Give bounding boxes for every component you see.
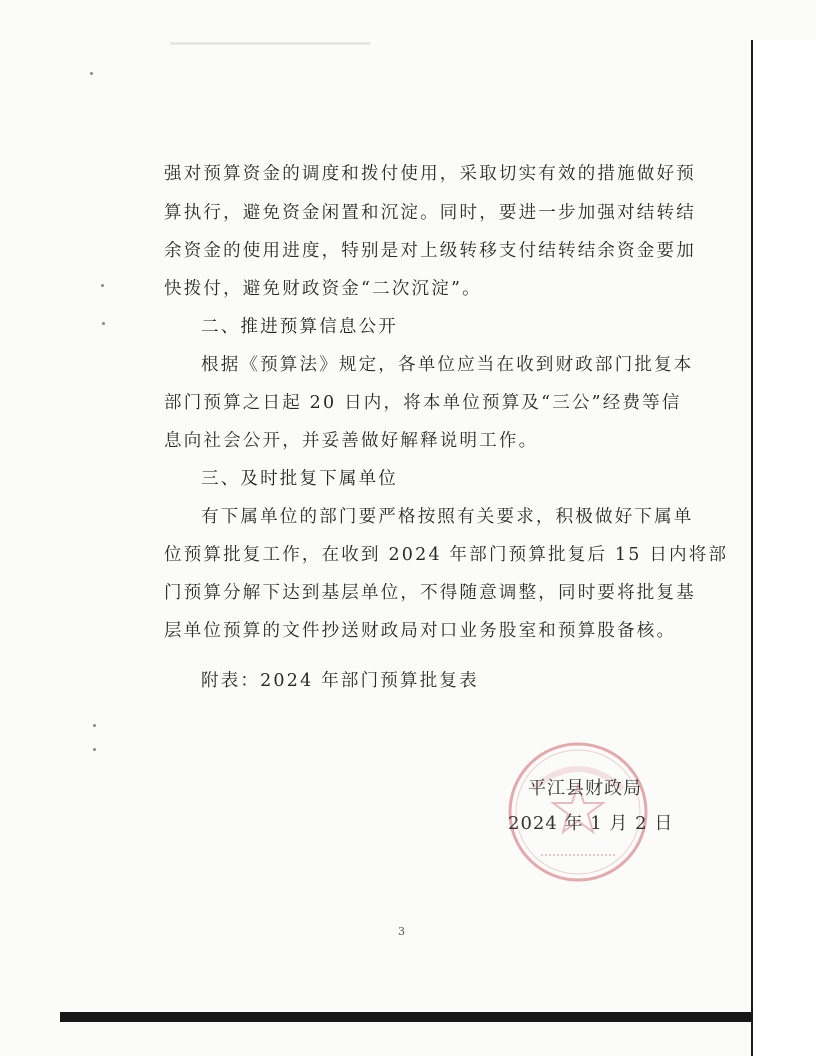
scan-border-bottom <box>60 1012 753 1022</box>
paragraph-line: 快拨付，避免财政资金“二次沉淀”。 <box>164 279 482 299</box>
paragraph-line: 强对预算资金的调度和拨付使用，采取切实有效的措施做好预 <box>164 164 696 184</box>
issue-date: 2024 年 1 月 2 日 <box>508 813 674 834</box>
paragraph-line: 根据《预算法》规定，各单位应当在收到财政部门批复本 <box>201 355 694 375</box>
paragraph-line: 层单位预算的文件抄送财政局对口业务股室和预算股备核。 <box>164 621 677 641</box>
scan-speck <box>93 748 96 751</box>
scan-artifact <box>170 42 370 45</box>
paragraph-line: 位预算批复工作，在收到 2024 年部门预算批复后 15 日内将部 <box>164 545 729 565</box>
scan-speck <box>101 284 104 287</box>
paragraph-line: 余资金的使用进度，特别是对上级转移支付结转结余资金要加 <box>164 241 696 261</box>
scan-border-right <box>751 40 816 1056</box>
issuer-name: 平江县财政局 <box>528 778 642 799</box>
attachment-note: 附表：2024 年部门预算批复表 <box>201 671 479 691</box>
scan-speck <box>93 724 96 727</box>
section-heading: 二、推进预算信息公开 <box>201 317 398 337</box>
section-heading: 三、及时批复下属单位 <box>201 469 398 489</box>
paragraph-line: 有下属单位的部门要严格按照有关要求，积极做好下属单 <box>201 507 694 527</box>
paragraph-line: 息向社会公开，并妥善做好解释说明工作。 <box>164 431 539 451</box>
paragraph-line: 部门预算之日起 20 日内，将本单位预算及“三公”经费等信 <box>164 393 682 413</box>
scan-speck <box>102 322 105 325</box>
paragraph-line: 算执行，避免资金闲置和沉淀。同时，要进一步加强对结转结 <box>164 203 696 223</box>
page-number: 3 <box>398 925 405 938</box>
scan-speck <box>90 72 93 75</box>
paragraph-line: 门预算分解下达到基层单位，不得随意调整，同时要将批复基 <box>164 583 696 603</box>
